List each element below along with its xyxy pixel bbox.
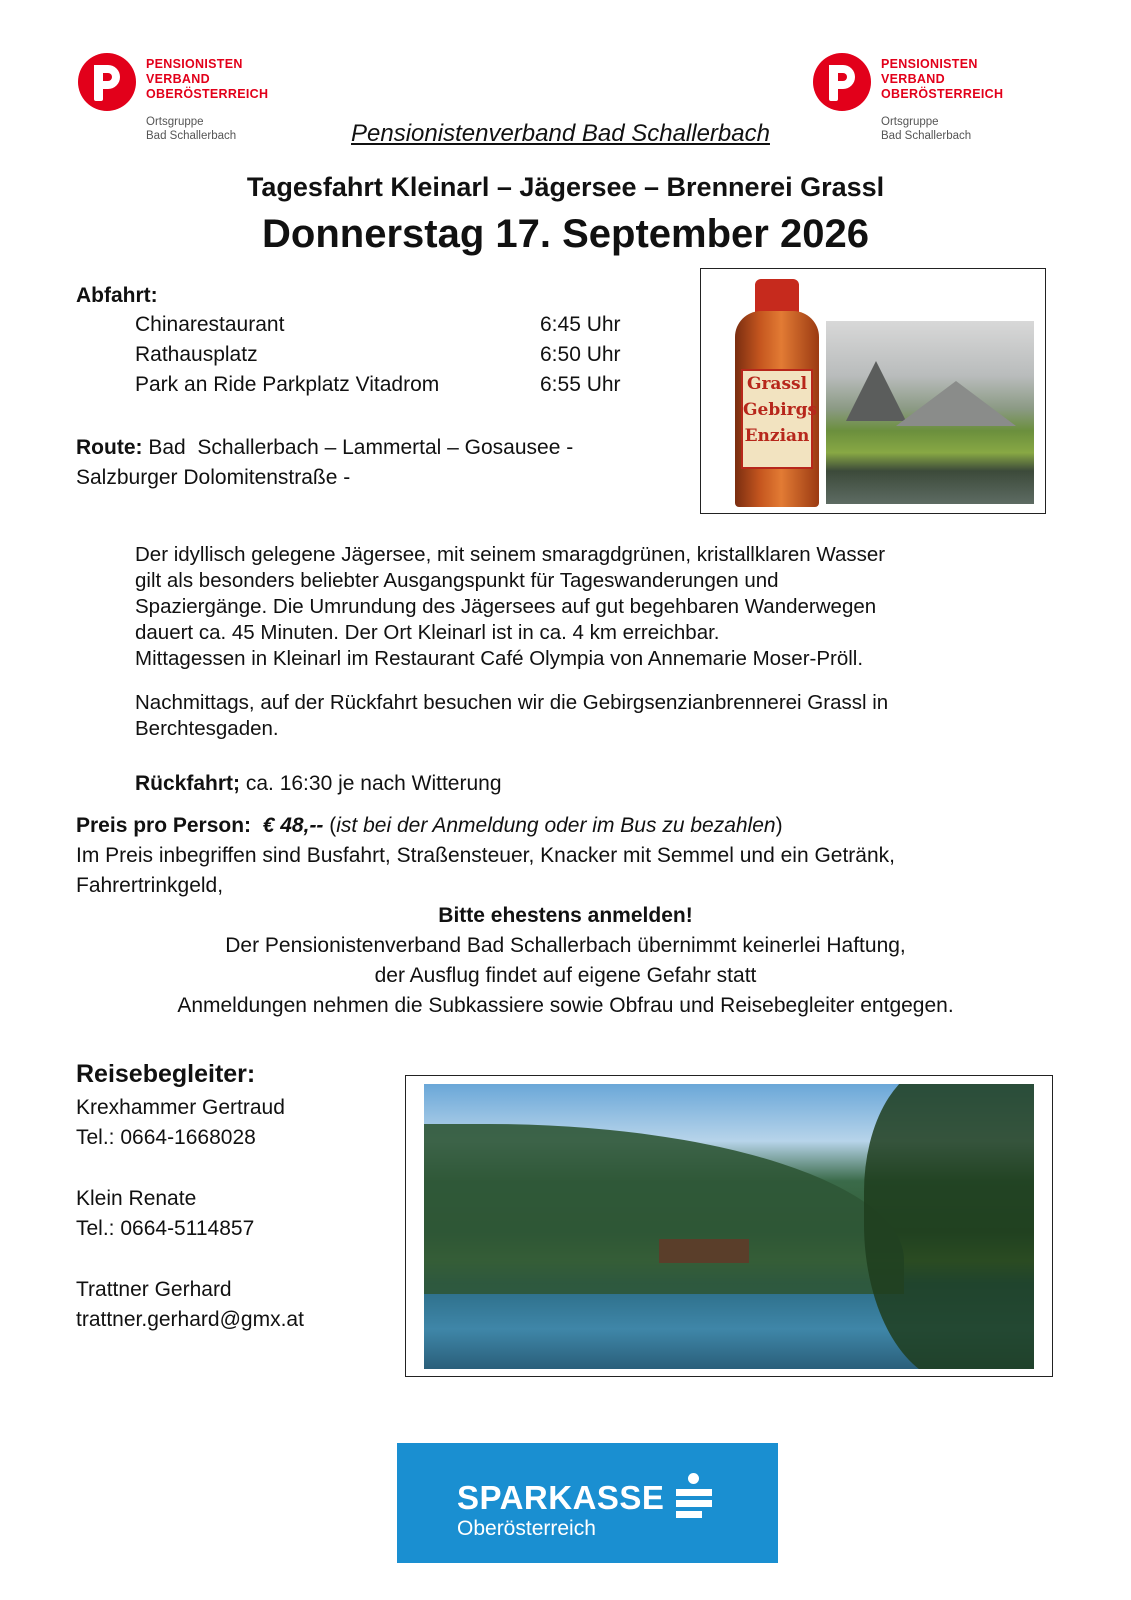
description-line: Mittagessen in Kleinarl im Restaurant Café Olympia von Annemarie Moser-Pröll.	[135, 647, 864, 670]
guide-contact: Tel.: 0664-5114857	[76, 1217, 255, 1240]
logo-brand-line: PENSIONISTEN	[146, 57, 243, 71]
guide-email[interactable]: trattner.gerhard@gmx.at	[76, 1308, 304, 1331]
price-note-open: (	[323, 814, 337, 837]
return-line	[135, 769, 502, 799]
p-logo-icon	[813, 53, 871, 111]
lake-photo	[424, 1084, 1034, 1369]
price-line	[76, 811, 783, 841]
sponsor-region: Oberösterreich	[457, 1517, 596, 1540]
departure-label: Abfahrt:	[76, 284, 158, 307]
route-label: Route:	[76, 436, 143, 459]
p-logo-icon	[78, 53, 136, 111]
jaegersee-lake-image	[405, 1075, 1053, 1377]
return-label: Rückfahrt;	[135, 772, 241, 795]
departure-place: Chinarestaurant	[135, 313, 285, 336]
guide-name: Krexhammer Gertraud	[76, 1096, 285, 1119]
route-text: Bad Schallerbach – Lammertal – Gosausee -	[142, 436, 574, 459]
bottle-label-line: Gebirgs	[743, 400, 818, 420]
description-line: Der idyllisch gelegene Jägersee, mit seinem smaragdgrünen, kristallklaren Wasser	[135, 543, 886, 566]
departure-place: Park an Ride Parkplatz Vitadrom	[135, 373, 440, 396]
lodge-building	[659, 1239, 749, 1263]
sparkasse-sponsor-logo	[397, 1443, 778, 1563]
bottle-label-line: Grassl	[746, 374, 808, 394]
logo-brand-line: VERBAND	[146, 72, 210, 86]
departure-time: 6:45 Uhr	[540, 313, 621, 336]
liability-line: Der Pensionistenverband Bad Schallerbach übernimmt keinerlei Haftung,	[225, 934, 906, 957]
return-text: ca. 16:30 je nach Witterung	[240, 772, 502, 795]
logo-brand-line: OBERÖSTERREICH	[146, 87, 269, 101]
afternoon-paragraph	[135, 690, 985, 742]
afternoon-line: Nachmittags, auf der Rückfahrt besuchen wir die Gebirgsenzianbrennerei Grassl in	[135, 691, 889, 714]
trip-date: Donnerstag 17. September 2026	[262, 212, 869, 256]
logo-sub-line: Ortsgruppe	[881, 116, 939, 128]
logo-sub-line: Bad Schallerbach	[881, 130, 972, 142]
sparkasse-s-icon	[674, 1473, 714, 1517]
description	[135, 542, 985, 672]
departure-place: Rathausplatz	[135, 343, 258, 366]
afternoon-line: Berchtesgaden.	[135, 717, 279, 740]
registration-info: Anmeldungen nehmen die Subkassiere sowie Obfrau und Reisebegleiter entgegen.	[177, 994, 954, 1017]
price-note-close: )	[775, 814, 783, 837]
guide-name: Klein Renate	[76, 1187, 197, 1210]
price-included-continued: Fahrertrinkgeld,	[76, 874, 224, 897]
mountain-lake-photo	[826, 321, 1034, 504]
description-line: Spaziergänge. Die Umrundung des Jägersees auf gut begehbaren Wanderwegen	[135, 595, 877, 618]
risk-line: der Ausflug findet auf eigene Gefahr statt	[374, 964, 757, 987]
registration-headline: Bitte ehestens anmelden!	[438, 904, 693, 927]
price-amount: € 48,--	[262, 814, 324, 837]
guide-name: Trattner Gerhard	[76, 1278, 232, 1301]
departure-time: 6:55 Uhr	[540, 373, 621, 396]
route-text-continued: Salzburger Dolomitenstraße -	[76, 466, 351, 489]
price-label: Preis pro Person:	[76, 814, 252, 837]
price-note: ist bei der Anmeldung oder im Bus zu bezahlen	[336, 814, 776, 837]
description-line: gilt als besonders beliebter Ausgangspunkt für Tageswanderungen und	[135, 569, 779, 592]
logo-brand-line: VERBAND	[881, 72, 945, 86]
logo-brand-text	[146, 57, 268, 102]
logo-brand-text	[881, 57, 1003, 102]
price-included: Im Preis inbegriffen sind Busfahrt, Straßensteuer, Knacker mit Semmel und ein Getränk,	[76, 844, 895, 867]
departure-time: 6:50 Uhr	[540, 343, 621, 366]
organization-heading: Pensionistenverband Bad Schallerbach	[351, 120, 770, 147]
bottle-label	[741, 369, 818, 469]
logo-brand-line: OBERÖSTERREICH	[881, 87, 1004, 101]
route-line	[76, 433, 573, 463]
description-line: dauert ca. 45 Minuten. Der Ort Kleinarl ist in ca. 4 km erreichbar.	[135, 621, 720, 644]
guides-heading: Reisebegleiter:	[76, 1060, 256, 1088]
logo-sub-line: Ortsgruppe	[146, 116, 204, 128]
logo-brand-line: PENSIONISTEN	[881, 57, 978, 71]
enzian-bottle	[729, 279, 825, 507]
sponsor-name: SPARKASSE	[457, 1479, 665, 1516]
logo-sub-line: Bad Schallerbach	[146, 130, 237, 142]
bottle-label-line: Enzian	[744, 426, 810, 446]
enzian-bottle-image	[700, 268, 1046, 514]
trip-title: Tagesfahrt Kleinarl – Jägersee – Brennerei Grassl	[246, 172, 885, 202]
guide-contact: Tel.: 0664-1668028	[76, 1126, 256, 1149]
